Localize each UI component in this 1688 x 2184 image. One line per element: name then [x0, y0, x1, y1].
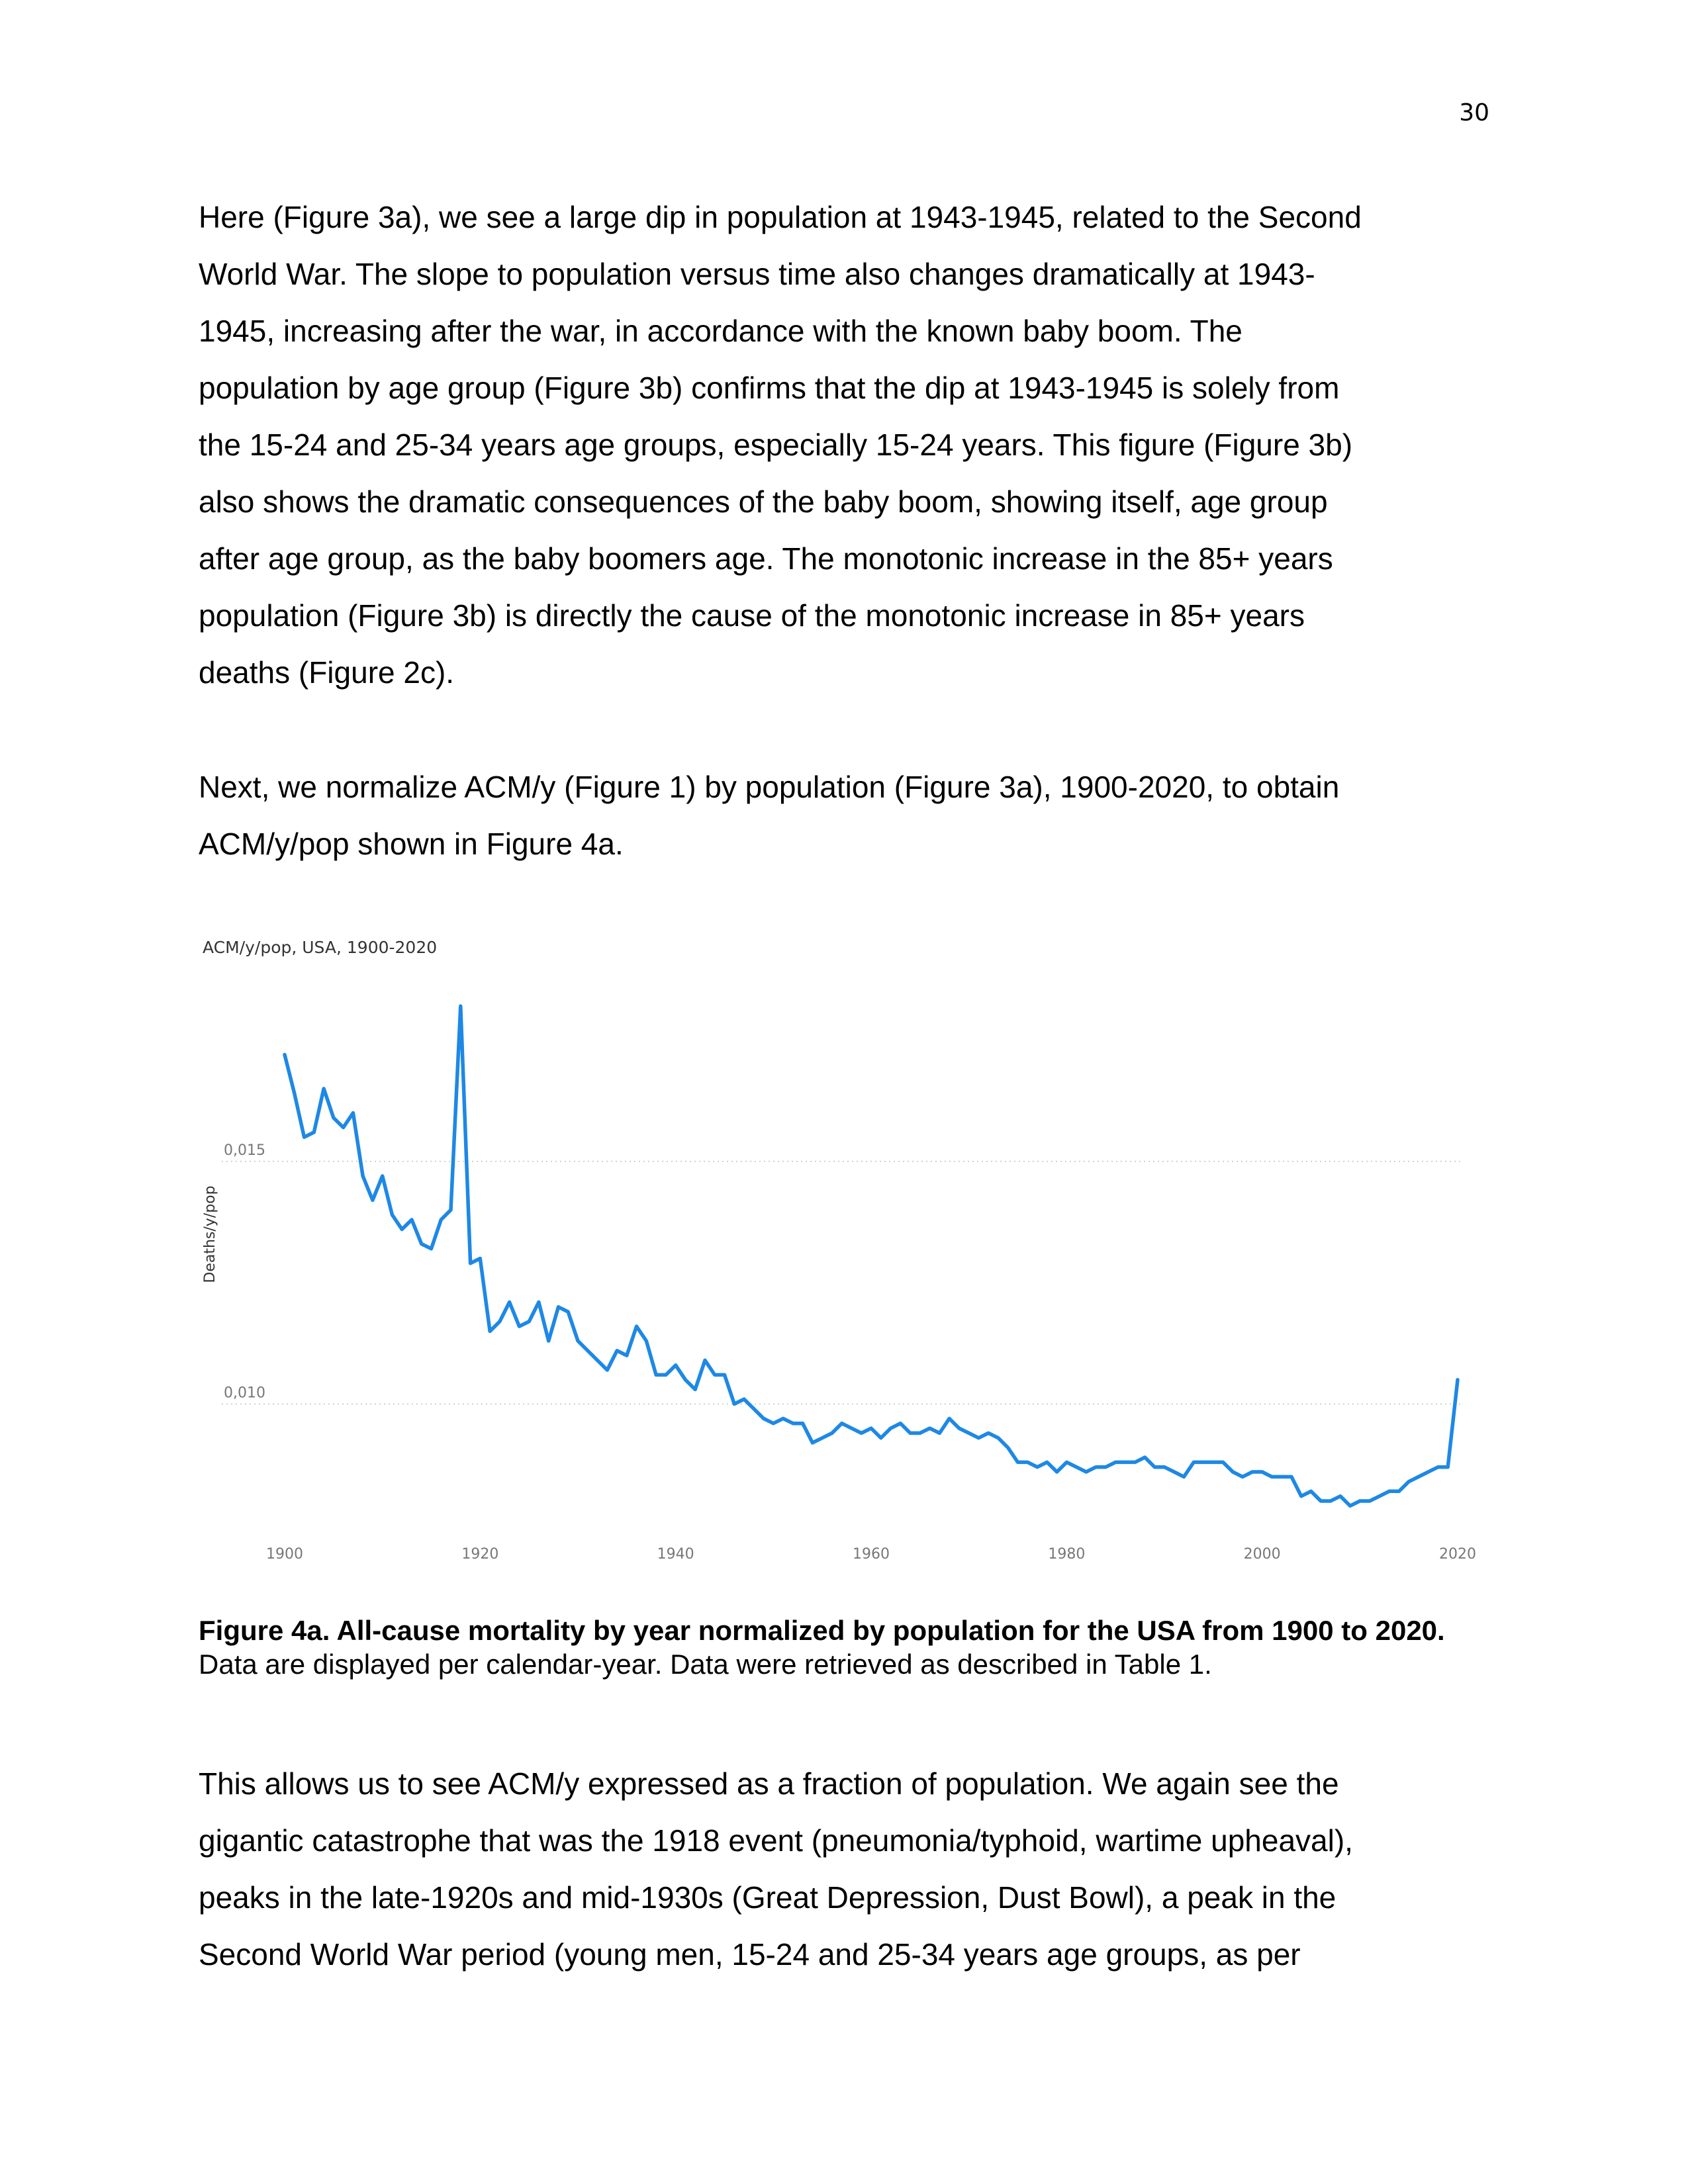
text-line: Here (Figure 3a), we see a large dip in population at 1943-1945, related to the Second: [199, 200, 1362, 234]
x-tick-label: 2000: [1243, 1546, 1281, 1563]
figure-caption: [199, 1614, 1496, 1681]
caption-bold: Figure 4a. All-cause mortality by year normalized by population for the USA from 1900 to 2020.: [199, 1615, 1445, 1646]
text-line: peaks in the late-1920s and mid-1930s (Great Depression, Dust Bowl), a peak in the: [199, 1880, 1336, 1915]
text-line: Second World War period (young men, 15-24 and 25-34 years age groups, as per: [199, 1937, 1301, 1972]
x-tick-label: 1980: [1048, 1546, 1086, 1563]
x-tick-label: 2020: [1439, 1546, 1476, 1563]
text-line: World War. The slope to population versus time also changes dramatically at 1943-: [199, 257, 1315, 291]
text-line: also shows the dramatic consequences of the baby boom, showing itself, age group: [199, 484, 1328, 519]
chart-title: ACM/y/pop, USA, 1900-2020: [203, 938, 438, 957]
x-tick-label: 1900: [266, 1546, 303, 1563]
text-line: gigantic catastrophe that was the 1918 event (pneumonia/typhoid, wartime upheaval),: [199, 1823, 1353, 1858]
figure-4a: [192, 930, 1516, 1585]
y-tick-label: 0,010: [224, 1385, 265, 1402]
text-line: This allows us to see ACM/y expressed as a fraction of population. We again see the: [199, 1766, 1339, 1801]
text-line: the 15-24 and 25-34 years age groups, especially 15-24 years. This figure (Figure 3b): [199, 428, 1353, 462]
text-line: population by age group (Figure 3b) confirms that the dip at 1943-1945 is solely from: [199, 371, 1340, 405]
series-line: [285, 1006, 1458, 1506]
x-tick-label: 1920: [461, 1546, 499, 1563]
text-line: ACM/y/pop shown in Figure 4a.: [199, 827, 624, 861]
x-tick-label: 1960: [853, 1546, 890, 1563]
y-axis-label: Deaths/y/pop: [202, 1185, 218, 1283]
body-paragraph-2: [199, 758, 1496, 872]
text-line: 1945, increasing after the war, in accordance with the known baby boom. The: [199, 314, 1243, 348]
page-number: 30: [1459, 99, 1489, 126]
text-line: Next, we normalize ACM/y (Figure 1) by population (Figure 3a), 1900-2020, to obtain: [199, 770, 1340, 804]
text-line: after age group, as the baby boomers age. The monotonic increase in the 85+ years: [199, 541, 1333, 576]
x-tick-label: 1940: [657, 1546, 694, 1563]
mortality-line-chart: [192, 930, 1516, 1585]
body-paragraph-3: [199, 1755, 1496, 1983]
body-paragraph-1: [199, 189, 1496, 701]
text-line: deaths (Figure 2c).: [199, 655, 455, 690]
caption-text: Data are displayed per calendar-year. Data were retrieved as described in Table 1.: [199, 1649, 1212, 1680]
text-line: population (Figure 3b) is directly the cause of the monotonic increase in 85+ years: [199, 598, 1305, 633]
y-tick-label: 0,015: [224, 1142, 265, 1159]
